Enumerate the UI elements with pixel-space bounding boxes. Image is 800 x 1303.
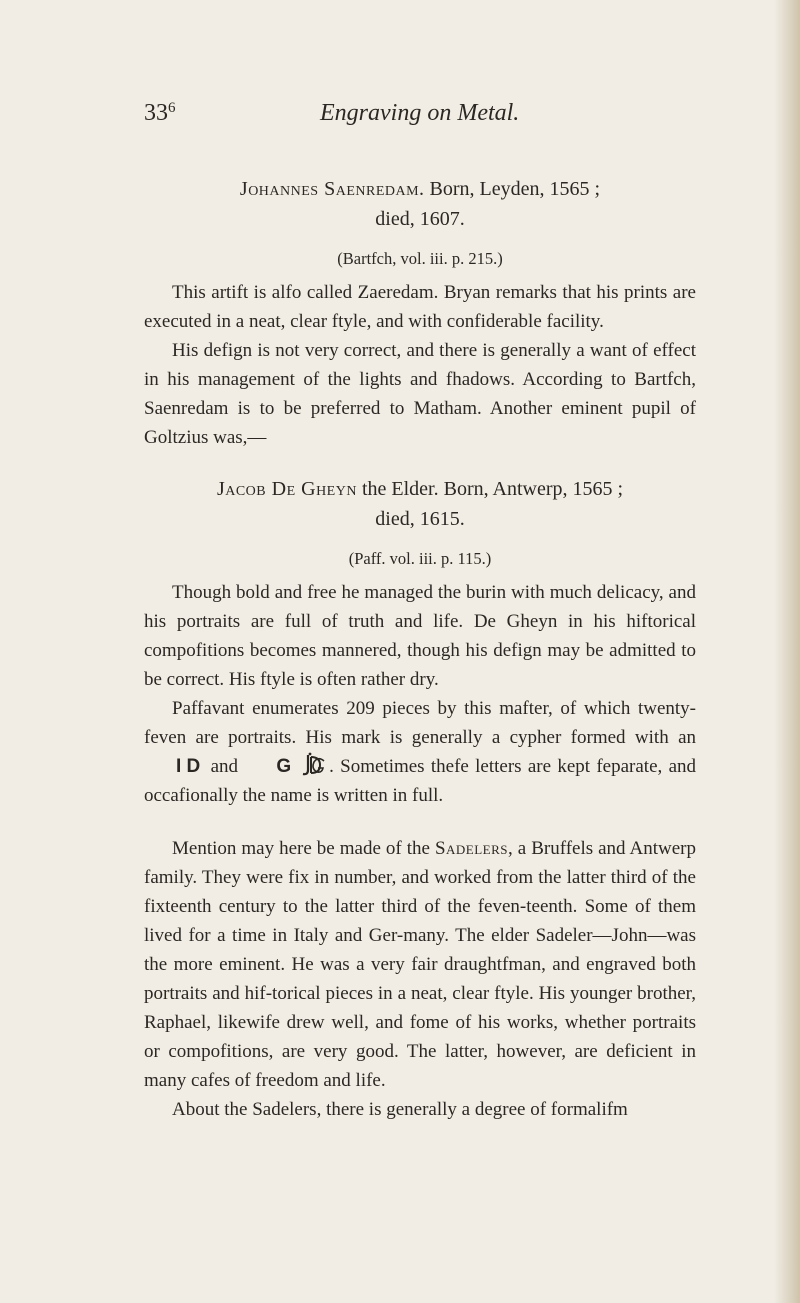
page-number: $33^6$ [144,100,176,126]
sadelers-name: Sadelers [434,838,509,859]
paragraph: Though bold and free he managed the burin with much delicacy, and his portraits are full of truth and life. De Gheyn in his hiftorical compofitions becomes mannered, though his defign may be admitted to be correct. His ftyle is often rather dry. [144,582,696,690]
running-title: Engraving on Metal. [320,100,520,126]
paragraph: His defign is not very correct, and there is generally a want of effect in his management of the lights and fhadows. According to Bartfch, Saenredam is to be preferred to Matham. Another eminent pupil of Goltzius was,— [144,340,696,448]
page-edge-shadow [774,0,800,1303]
heading-dates: Born, Leyden, 1565 ; [424,178,601,200]
jdg-monogram-icon [298,752,326,778]
artist-name: Johannes Saenredam. [239,178,425,200]
heading-dates: the Elder. Born, Antwerp, 1565 ; [356,478,624,500]
paragraph: Mention may here be made of the Sadelers, a Bruffels and Antwerp family. They were fix in number, and worked from the latter third of the fixteenth century to the latter third of the feven-teenth. Some of them lived for a time in Italy and Ger-many. The elder Sadeler—John—was the more eminent. He was a very fair draughtfman, and engraved both portraits and hif-torical pieces in a neat, clear ftyle. His younger brother, Raphael, likewife drew well, and fome of his works, whether portraits or compofitions, are very good. The latter, however, are deficient in many cafes of freedom and life. [144,838,696,1091]
entry-heading-de-gheyn [144,474,696,534]
book-page [144,96,696,1124]
paragraph: About the Sadelers, there is generally a degree of formalifm [172,1099,628,1120]
paragraph: Paffavant enumerates 209 pieces by this mafter, of which twenty-feven are portraits. His mark is generally a cypher formed with an I D and G . Sometimes thefe letters are kept feparate, and occafionally the name is written in full. [144,698,697,806]
monogram-id: I D [176,756,201,777]
paragraph: This artift is alfo called Zaeredam. Bryan remarks that his prints are executed in a neat, clear ftyle, and with confiderable facility. [144,282,696,332]
monogram-g: G [276,756,292,777]
running-head [144,96,696,140]
heading-died: died, 1607. [375,208,465,230]
bibliographic-reference: (Paff. vol. iii. p. 115.) [348,549,492,568]
bibliographic-reference: (Bartfch, vol. iii. p. 215.) [337,249,503,268]
entry-heading-saenredam [144,174,696,234]
heading-died: died, 1615. [375,508,465,530]
artist-name: Jacob De Gheyn [216,478,357,500]
